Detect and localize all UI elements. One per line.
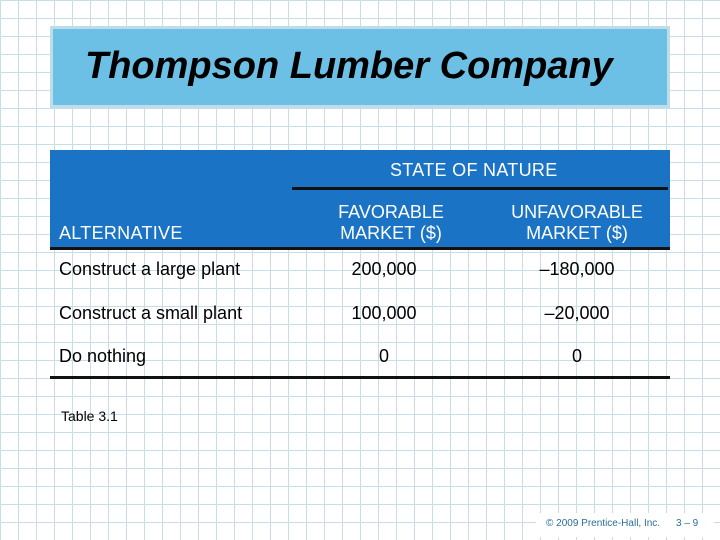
favorable-market-header: FAVORABLE MARKET ($) [338,202,444,243]
alternative-cell: Do nothing [59,346,147,366]
unfavorable-cell: –20,000 [544,303,610,323]
unfavorable-cell: –180,000 [539,259,615,279]
favorable-cell: 100,000 [351,303,417,323]
table-row [0,259,720,287]
alternative-cell: Construct a large plant [59,259,241,279]
unfavorable-market-header: UNFAVORABLE MARKET ($) [511,202,643,243]
favorable-cell: 200,000 [351,259,417,279]
slide-title: Thompson Lumber Company [85,45,613,87]
table-bottom-rule [50,376,670,379]
title-box [50,26,670,108]
footer-copyright: © 2009 Prentice-Hall, Inc. [546,518,661,529]
unfavorable-cell: 0 [571,346,582,366]
table-row [0,303,720,331]
state-of-nature-rule [292,187,668,190]
favorable-cell: 0 [378,346,389,366]
state-of-nature-label: STATE OF NATURE [390,160,558,180]
alternative-cell: Construct a small plant [59,303,243,323]
alternative-header: ALTERNATIVE [59,223,183,243]
header-rule [50,247,670,250]
footer-page-number: 3 – 9 [676,518,699,529]
table-row [0,346,720,374]
table-caption: Table 3.1 [61,408,118,424]
